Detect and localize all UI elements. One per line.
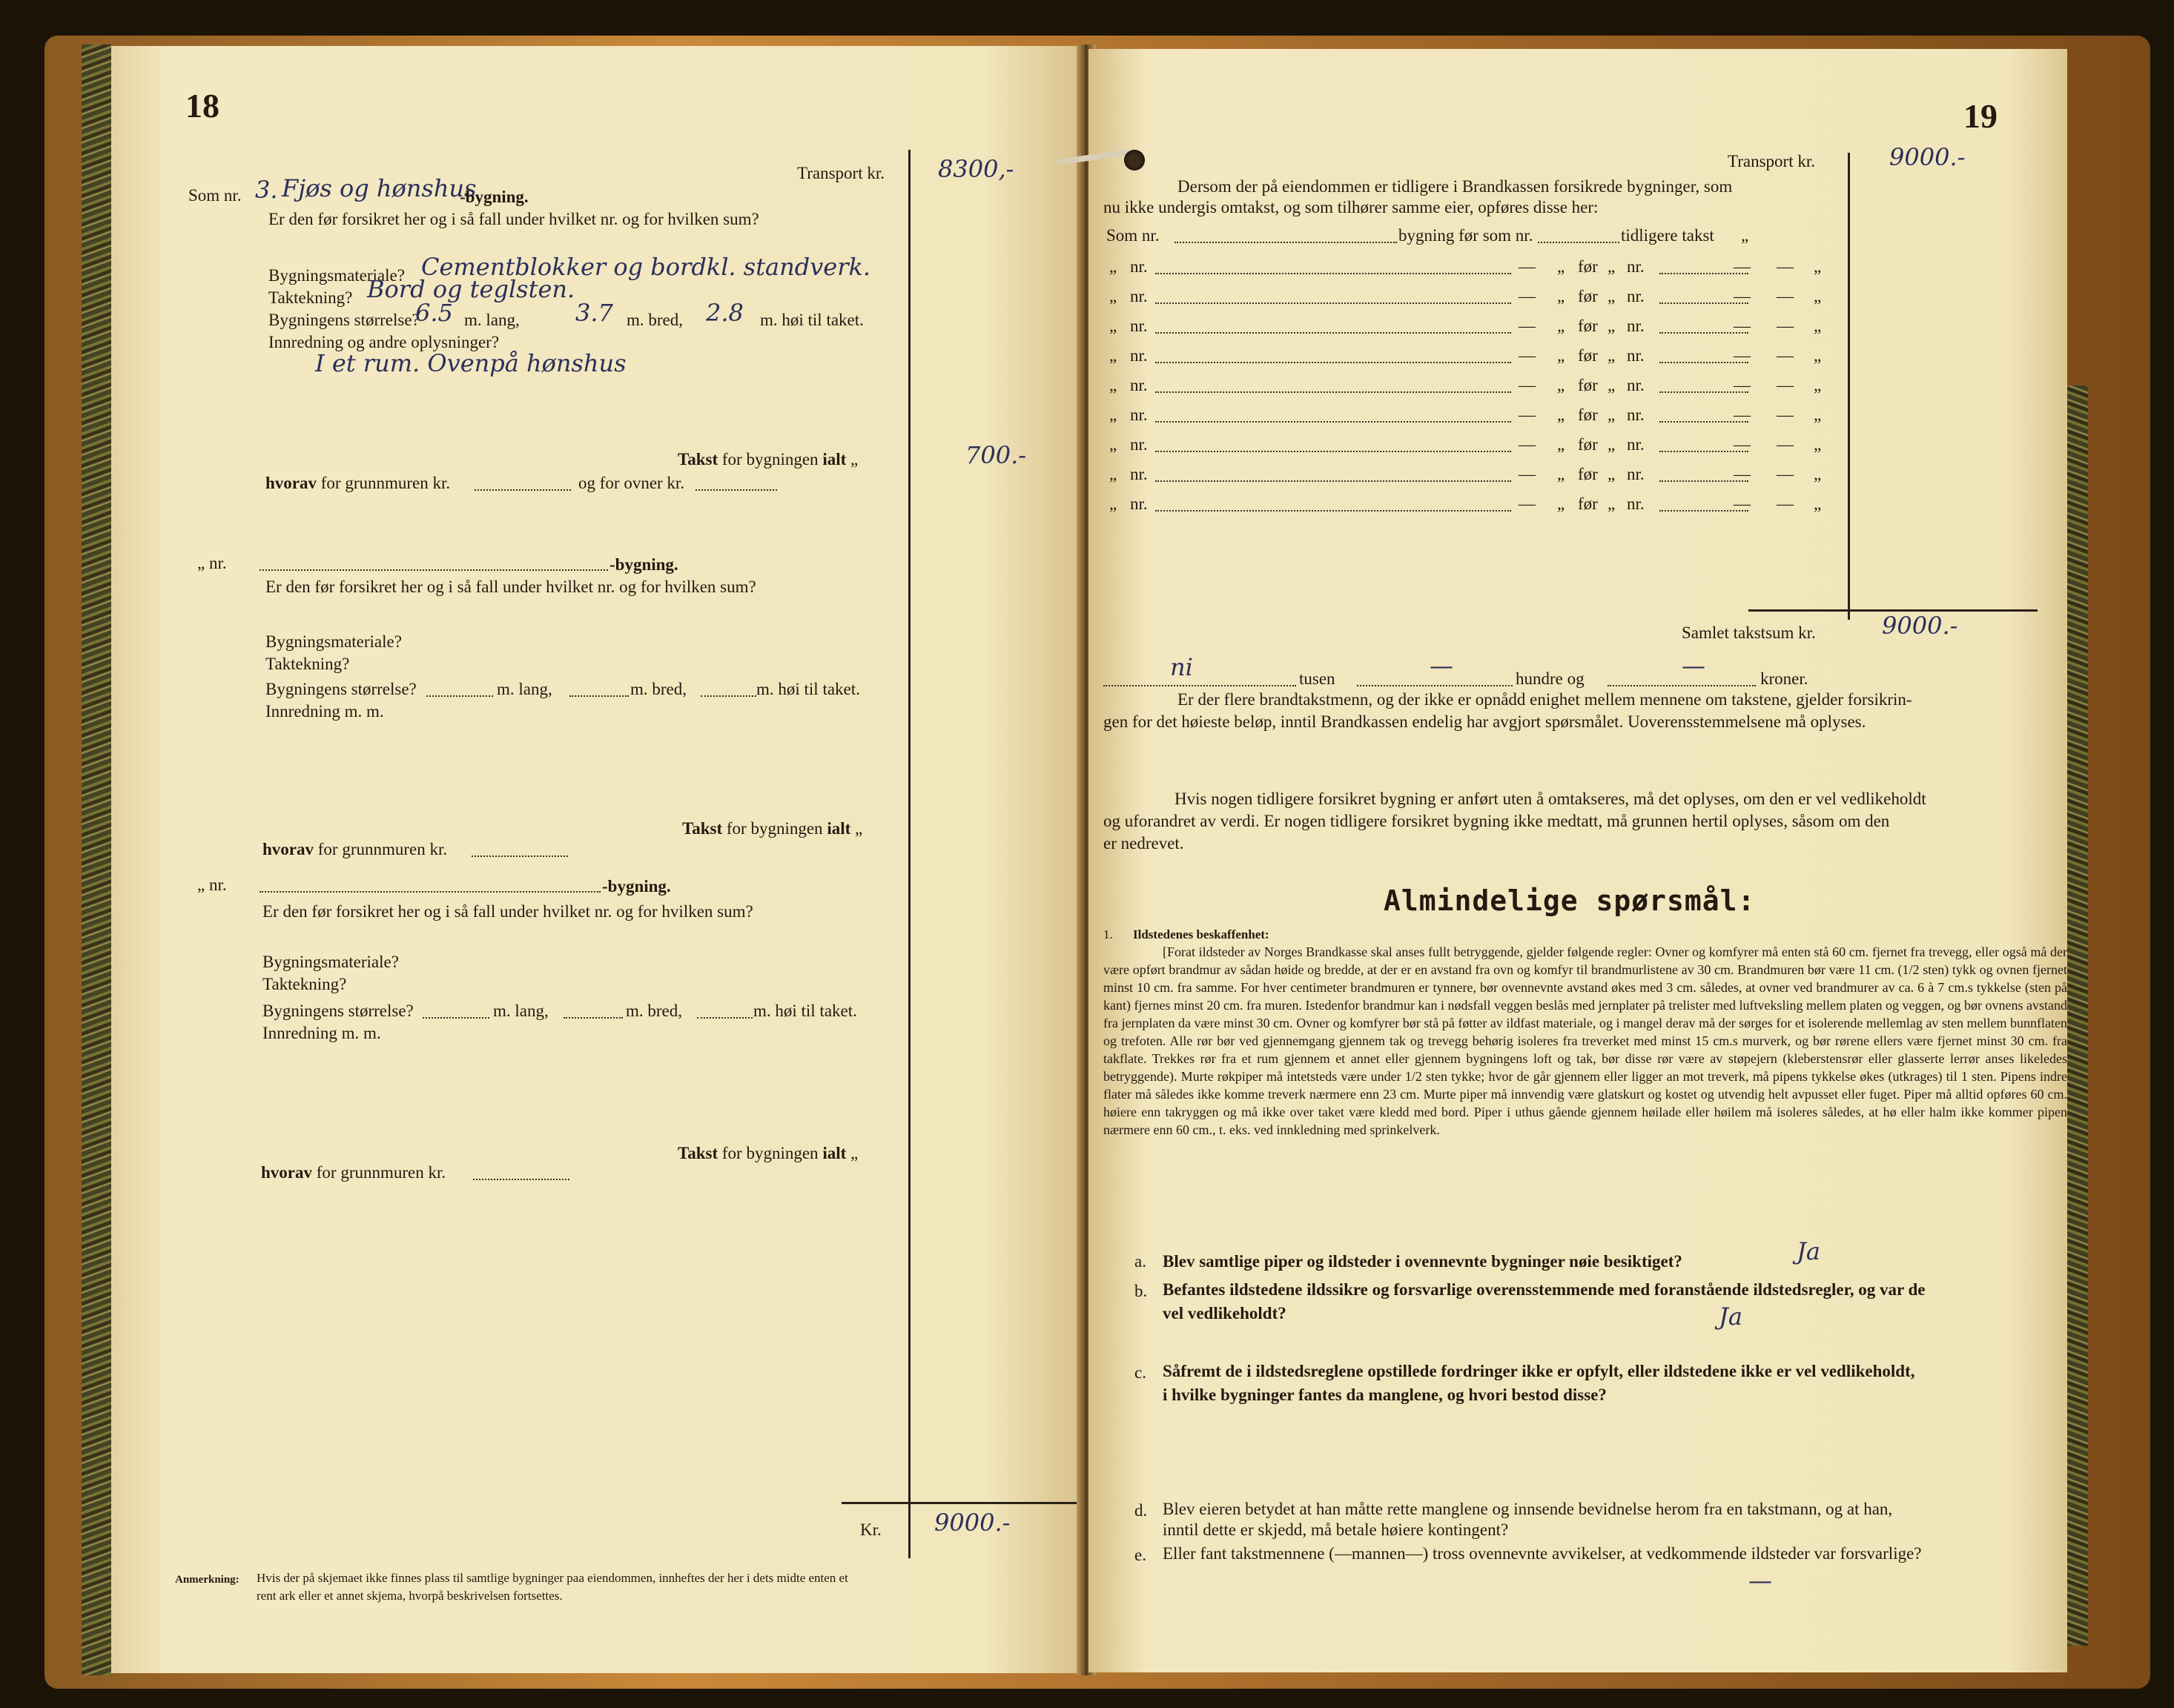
row-nr-label: nr. [1627, 376, 1645, 394]
row-nr-label: nr. [1627, 494, 1645, 513]
previous-nr-field [1538, 242, 1619, 243]
ialt-label: ialt [822, 450, 847, 469]
question-e-label: e. [1134, 1546, 1146, 1564]
row-ditto: „ [1814, 465, 1822, 483]
total-value: 9000.- [934, 1509, 1011, 1537]
grunnmur-label: for grunnmuren kr. [317, 840, 448, 858]
binding-hole [1124, 150, 1145, 171]
amount-column-rule [1848, 153, 1850, 620]
row-ditto: „ [1814, 346, 1822, 365]
grunnmur-field [475, 489, 571, 491]
question-b-line-1: Befantes ildstedene ildssikre og forsvarlige overensstemmende med foranstående ildstedsregler, og var de [1163, 1280, 1926, 1299]
row-ditto: „ [1109, 257, 1117, 276]
row-dash: — [1777, 406, 1794, 424]
row-ditto: „ [1608, 494, 1616, 513]
amount-column-rule [908, 150, 911, 1558]
takst-text: for bygningen [721, 450, 819, 469]
transport-value: 8300,- [938, 155, 1014, 183]
length-value: 6.5 [415, 299, 453, 327]
row-ditto: „ [1608, 376, 1616, 394]
length-unit: m. lang, [493, 1002, 549, 1020]
hvis-line-3: er nedrevet. [1103, 834, 1184, 853]
row-ditto: „ [1557, 435, 1565, 454]
row-dash: — [1734, 494, 1751, 513]
row-ditto: „ [1557, 376, 1565, 394]
ialt-label: ialt [822, 1144, 847, 1162]
row-ditto: „ [1557, 287, 1565, 305]
row-nr-label: nr. [1627, 465, 1645, 483]
ovner-label: og for ovner kr. [578, 474, 685, 492]
height-value: 2.8 [706, 299, 744, 327]
marbled-edge-left [82, 44, 111, 1675]
row-dash: — [1734, 317, 1751, 335]
width-field [564, 1017, 623, 1019]
total-label: Kr. [860, 1520, 882, 1539]
building-field [1174, 242, 1397, 243]
takst-text: for bygningen [721, 1144, 819, 1162]
row-nr-label: nr. [1130, 346, 1148, 365]
roof-label: Taktekning? [265, 655, 350, 673]
row-for-label: før [1578, 317, 1598, 335]
height-unit: m. høi til taket. [756, 680, 860, 698]
material-label: Bygningsmateriale? [265, 632, 402, 651]
intro-line-1: Dersom der på eiendommen er tidligere i Brandkassen forsikrede bygninger, som [1177, 177, 1733, 196]
row-ditto: „ [1608, 465, 1616, 483]
row-ditto: „ [1557, 346, 1565, 365]
material-label: Bygningsmateriale? [268, 266, 405, 285]
question-d-line-2: inntil dette er skjedd, må betale høiere kontingent? [1163, 1520, 1509, 1539]
question-c-label: c. [1134, 1363, 1146, 1382]
fireplace-regulations-text: [Forat ildsteder av Norges Brandkasse skal anses fullt betryggende, gjelder følgende regler: Ovner og komfyrer må enten stå 60 cm. fjernet fra trevegg, eller også må der være opført brandmur av sådan høide og bredde, at der er en avstand fra ovn og komfyr til brandmurlistene av 30 cm. Brandmuren bør være 11 cm. (1/2 sten) tykk og ovnen fjernet minst 10 cm. fra samme. For hver centimeter brandmuren er tynnere, bør ovennevnte avstand økes med 3 cm. således, at ovner ved brandmurer av ca. 6 à 7 cm.s tykkelse (sten på kant) fjernes minst 20 cm. fra muren. Istedenfor brandmur kan i nødsfall veggen beslås med jernplater på trelister med luftveksling mellem platen og veggen, og bør ovnens avstand fra jernplaten da være minst 30 cm. Ovner og komfyrer bør stå på føtter av ildfast materiale, og i mangel derav må der sørges for et isolerende mellemlag av sten mellem bunnflaten og trefoten. Alle rør bør ved gjennemgang gjennem tak og trevegg behørig isoleres fra treverket med minst 15 cm.s murverk, og bør rørene ellers være fjernet minst 30 cm. fra takflate. Trekkes rør fra et rum gjennem et annet eller gjennem bygningens loft og tak, bør disse rør være av støpejern (kleberstensrør eller glasserte lerrør anses likeledes betryggende). Murte røkpiper må intetsteds være under 1/2 sten tykke; hvor de går gjennem eller ligger an mot treverk, må pipens tykkelse økes (utkrages) til 1 sten. Pipens indre flater må således ikke komme treverk nærmere enn 23 cm. Murte piper må innvendig være glatskurt og kostet og utvendig helt avpusset eller fuget. Piper må alltid opføres 60 cm. høiere enn takryggen og må ikke over taket være kledd med bord. Piper i uthus gående gjennem høilade eller høilem må isoleres således, at hø eller halm ikke kommer pipen nærmere enn 60 cm., t. eks. ved innkledning med sprinkelverk. [1103, 944, 2067, 1137]
hvorav-label: hvorav [265, 474, 317, 492]
tusen-label: tusen [1299, 669, 1335, 688]
row-ditto: „ [1608, 317, 1616, 335]
row-ditto: „ [1557, 465, 1565, 483]
question-a-text: Blev samtlige piper og ildsteder i ovennevnte bygninger nøie besiktiget? [1163, 1252, 1682, 1271]
row-nr-label: nr. [1627, 406, 1645, 424]
ovner-field [696, 489, 777, 491]
roof-label: Taktekning? [268, 288, 353, 307]
row-nr-label: nr. [1130, 406, 1148, 424]
row-for-label: før [1578, 257, 1598, 276]
question-c-line-1: Såfremt de i ildstedsreglene opstillede fordringer ikke er opfylt, eller ildstedene ikke er vel vedlikeholdt, [1163, 1362, 1915, 1380]
row-dash: — [1519, 346, 1536, 365]
interior-label: Innredning og andre oplysninger? [268, 333, 500, 351]
total-rule [842, 1502, 1086, 1504]
row-ditto: „ [1814, 435, 1822, 454]
row-field [1659, 510, 1748, 512]
flere-line-2: gen for det høieste beløp, inntil Brandkassen endelig har avgjort spørsmålet. Uoverensstemmelsene må oplyses. [1103, 712, 1866, 731]
building-name-field [260, 569, 608, 571]
kroner-dash: — [1682, 652, 1705, 680]
question-e-text: Eller fant takstmennene (—mannen—) tross ovennevnte avvikelser, at vedkommende ildsteder var forsvarlige? [1163, 1544, 1922, 1563]
note-line-1: Hvis der på skjemaet ikke finnes plass til samtlige bygninger paa eiendommen, innheftes der her i dets midte enten et [257, 1571, 848, 1585]
question-b-label: b. [1134, 1282, 1148, 1300]
takst-label: Takst [682, 819, 723, 838]
bygning-for-label: bygning før som nr. [1398, 226, 1533, 245]
row-ditto: „ [1109, 494, 1117, 513]
takst-label: Takst [678, 450, 718, 469]
som-nr-label: Som nr. [1106, 226, 1160, 245]
row-dash: — [1734, 287, 1751, 305]
bygning-label: -bygning. [609, 555, 678, 574]
row-dash: — [1777, 346, 1794, 365]
transport-label: Transport kr. [797, 164, 885, 182]
row-field [1659, 302, 1748, 304]
hvis-line-1: Hvis nogen tidligere forsikret bygning er anført uten å omtakseres, må det oplyses, om den er vel vedlikeholdt [1174, 790, 1926, 808]
row-dash: — [1519, 287, 1536, 305]
row-nr-label: nr. [1627, 317, 1645, 335]
row-for-label: før [1578, 376, 1598, 394]
interior-value: I et rum. Ovenpå hønshus [315, 349, 627, 377]
row-nr-label: nr. [1130, 494, 1148, 513]
interior-label: Innredning m. m. [262, 1024, 381, 1042]
row-ditto: „ [1109, 406, 1117, 424]
row-field [1659, 421, 1748, 423]
row-nr-label: nr. [1627, 257, 1645, 276]
hundre-label: hundre og [1516, 669, 1585, 688]
bygning-label: -bygning. [460, 188, 529, 206]
question-1-number: 1. [1103, 927, 1113, 941]
size-label: Bygningens størrelse? [268, 311, 420, 329]
row-field [1155, 362, 1511, 363]
row-dash: — [1734, 257, 1751, 276]
row-dash: — [1734, 346, 1751, 365]
row-field [1659, 332, 1748, 334]
takst-label: Takst [678, 1144, 718, 1162]
row-for-label: før [1578, 406, 1598, 424]
right-page: 19 Transport kr. 9000.- Dersom der på eiendommen er tidligere i Brandkassen forsikrede bygninger, som nu ikke undergis omtakst, og som tilhører samme eier, opføres disse her: Som nr. bygning før som nr. tidligere takst „ „ nr. — „ før „ nr. — — „ „ nr. — „ før „ nr. — — „ „ nr. — „ før „ nr. — — „ „ nr. — „ før „ nr. — — „ „ nr. — „ før „ nr. — — „ „ nr. — „ før „ nr. — — „ „ nr. — „ før „ nr. — — „ „ nr. — „ før „ nr. — — „ „ nr. — „ før „ nr. — — „ Samlet takstsum kr. 9000.- ni tusen — hundre og — kroner. Er der flere brandtakstmenn, og der ikke er opnådd enighet mellem mennene om takstene, gjelder forsikrin- gen for det høieste beløp, inntil Brandkassen endelig har avgjort spørsmålet. Uoverensstemmelsene må oplyses. Hvis nogen tidligere forsikret bygning er anført uten å omtakseres, må det oplyses, om den er vel vedlikeholdt og uforandret av verdi. Er nogen tidligere forsikret bygning ikke medtatt, må grunnen hertil oplyses, såsom om den er nedrevet. Almindelige spørsmål: 1. Ildstedenes beskaffenhet: [Forat ildsteder av Norges Brandkasse skal anses fullt betryggende, gjelder følgende regler: Ovner og komfyrer må enten stå 60 cm. fjernet fra trevegg, eller også må der være opført brandmur av sådan høide og bredde, at der er en avstand fra ovn og komfyr til brandmurlistene av 30 cm. Brandmuren bør være 11 cm. (1/2 sten) tykk og ovnen fjernet minst 10 cm. fra samme. For hver centimeter brandmuren er tynnere, bør ovennevnte avstand økes med 3 cm. således, at ovner ved brandmurer av ca. 6 à 7 cm.s tykkelse (sten på kant) fjernes minst 20 cm. fra muren. Istedenfor brandmur kan i nødsfall veggen beslås med jernplater på trelister med luftveksling mellem platen og veggen, og bør ovnens avstand fra jernplaten da være minst 30 cm. Ovner og komfyrer bør stå på føtter av ildfast materiale, og i mangel derav må der sørges for et isolerende mellemlag av sten mellem bunnflaten og trefoten. Alle rør bør ved gjennemgang gjennem tak og trevegg behørig isoleres fra treverket med minst 15 cm.s murverk, og bør rørene ellers være fjernet minst 30 cm. fra takflate. Trekkes rør fra et rum gjennem et annet eller gjennem bygningens loft og tak, bør disse rør være av støpejern (kleberstensrør eller glasserte lerrør anses likeledes betryggende). Murte røkpiper må intetsteds være under 1/2 sten tykke; hvor de går gjennem eller ligger an mot treverk, må pipens tykkelse økes (utkrages) til 1 sten. Pipens indre flater må således ikke komme treverk nærmere enn 23 cm. Murte piper må innvendig være glatskurt og kostet og utvendig helt avpusset eller fuget. Piper må alltid opføres 60 cm. høiere enn takryggen og må ikke over taket være kledd med bord. Piper i uthus gående gjennem høilade eller høilem må isoleres således, at hø eller halm ikke kommer pipen nærmere enn 60 cm., t. eks. ved innkledning med sprinkelverk. a. Blev samtlige piper og ildsteder i ovennevnte bygninger nøie besiktiget? Ja b. Befantes ildstedene ildssikre og forsvarlige overensstemmende med foranstående ildstedsregler, og var de vel vedlikeholdt? Ja c. Såfremt de i ildstedsreglene opstillede fordringer ikke er opfylt, eller ildstedene ikke er vel vedlikeholdt, i hvilke bygninger fantes da manglene, og hvori bestod disse? d. Blev eieren betydet at han måtte rette manglene og innsende bevidnelse herom fra en takstmann, og at han, inntil dette er skjedd, må betale høiere kontingent? e. Eller fant takstmennene (—mannen—) tross ovennevnte avvikelser, at vedkommende ildsteder var forsvarlige? — [1088, 49, 2067, 1672]
left-page: 18 Transport kr. 8300,- Som nr. 3. Fjøs og hønshus -bygning. Er den før forsikret her og i så fall under hvilket nr. og for hvilken sum? Bygningsmateriale? Cementblokker og bordkl. standverk. Taktekning? Bord og teglsten. Bygningens størrelse? 6.5 m. lang, 3.7 m. bred, 2.8 m. høi til taket. Innredning og andre oplysninger? I et rum. Ovenpå hønshus Takst for bygningen ialt „ 700.- hvorav for grunnmuren kr. og for ovner kr. „ nr. -bygning. Er den før forsikret her og i så fall under hvilket nr. og for hvilken sum? Bygningsmateriale? Taktekning? Bygningens størrelse? m. lang, m. bred, m. høi til taket. Innredning m. m. Takst for bygningen ialt „ hvorav for grunnmuren kr. „ nr. -bygning. Er den før forsikret her og i så fall under hvilket nr. og for hvilken sum? Bygningsmateriale? Taktekning? Bygningens størrelse? m. lang, m. bred, m. høi til taket. Innredning m. m. Takst for bygningen ialt „ hvorav for grunnmuren kr. Kr. 9000.- Anmerkning: Hvis der på skjemaet ikke finnes plass til samtlige bygninger paa eiendommen, innheftes der her i dets midte enten et rent ark eller et annet skjema, hvorpå beskrivelsen fortsettes. [111, 46, 1083, 1673]
row-ditto: „ [1557, 317, 1565, 335]
page-number: 19 [1963, 97, 1998, 135]
row-dash: — [1519, 257, 1536, 276]
row-field [1155, 391, 1511, 393]
row-dash: — [1519, 406, 1536, 424]
question-e-answer-dash: — [1748, 1566, 1772, 1595]
row-for-label: før [1578, 494, 1598, 513]
row-dash: — [1734, 406, 1751, 424]
row-field [1155, 273, 1511, 274]
size-label: Bygningens størrelse? [265, 680, 417, 698]
row-dash: — [1777, 465, 1794, 483]
samlet-label: Samlet takstsum kr. [1682, 623, 1816, 642]
row-dash: — [1777, 494, 1794, 513]
row-dash: — [1777, 287, 1794, 305]
row-dash: — [1734, 465, 1751, 483]
row-field [1155, 451, 1511, 452]
length-unit: m. lang, [497, 680, 552, 698]
row-nr-label: nr. [1130, 257, 1148, 276]
roof-label: Taktekning? [262, 975, 347, 993]
material-value: Cementblokker og bordkl. standverk. [421, 253, 871, 281]
row-dash: — [1734, 376, 1751, 394]
height-unit: m. høi til taket. [760, 311, 864, 329]
row-dash: — [1734, 435, 1751, 454]
question-c-line-2: i hvilke bygninger fantes da manglene, og hvori bestod disse? [1163, 1386, 1607, 1404]
grunnmur-label: for grunnmuren kr. [320, 474, 451, 492]
page-number: 18 [185, 87, 219, 125]
som-nr-label: Som nr. [188, 186, 242, 205]
row-ditto: „ [1109, 465, 1117, 483]
takst-text: for bygningen [726, 819, 823, 838]
row-ditto: „ [1109, 317, 1117, 335]
amount-in-words: ni [1170, 653, 1193, 681]
row-ditto: „ [1814, 257, 1822, 276]
building-name: Fjøs og hønshus [282, 174, 477, 202]
row-nr-label: nr. [1627, 346, 1645, 365]
row-field [1155, 302, 1511, 304]
height-field [697, 1017, 753, 1019]
takst-value: 700.- [965, 441, 1027, 469]
row-field [1155, 510, 1511, 512]
row-field [1155, 480, 1511, 482]
row-field [1659, 391, 1748, 393]
width-value: 3.7 [575, 299, 613, 327]
note-line-2: rent ark eller et annet skjema, hvorpå beskrivelsen fortsettes. [257, 1589, 563, 1603]
prior-insurance-question: Er den før forsikret her og i så fall under hvilket nr. og for hvilken sum? [265, 577, 756, 596]
hvorav-label: hvorav [261, 1163, 312, 1182]
row-ditto: „ [1109, 346, 1117, 365]
row-ditto: „ [1109, 376, 1117, 394]
note-label: Anmerkning: [175, 1574, 239, 1586]
row-field [1659, 480, 1748, 482]
question-b-line-2: vel vedlikeholdt? [1163, 1304, 1286, 1323]
building-number: 3. [255, 176, 278, 204]
nr-label: „ nr. [197, 554, 227, 572]
question-a-answer: Ja [1797, 1237, 1820, 1265]
row-dash: — [1519, 317, 1536, 335]
row-field [1155, 421, 1511, 423]
width-field [569, 695, 629, 697]
row-nr-label: nr. [1627, 435, 1645, 454]
material-label: Bygningsmateriale? [262, 953, 399, 971]
width-unit: m. bred, [627, 311, 684, 329]
hvorav-label: hvorav [262, 840, 314, 858]
width-unit: m. bred, [626, 1002, 683, 1020]
row-field [1659, 451, 1748, 452]
row-dash: — [1519, 465, 1536, 483]
row-for-label: før [1578, 287, 1598, 305]
hundreds-dash: — [1430, 652, 1453, 680]
grunnmur-field [473, 1179, 569, 1180]
row-nr-label: nr. [1130, 435, 1148, 454]
row-for-label: før [1578, 465, 1598, 483]
kroner-label: kroner. [1760, 669, 1808, 688]
section-heading: Almindelige spørsmål: [1384, 884, 1756, 917]
height-unit: m. høi til taket. [753, 1002, 857, 1020]
row-ditto: „ [1814, 494, 1822, 513]
row-ditto: „ [1109, 435, 1117, 454]
row-field [1155, 332, 1511, 334]
hvis-line-2: og uforandret av verdi. Er nogen tidligere forsikret bygning ikke medtatt, må grunnen hertil oplyses, såsom om den [1103, 812, 1890, 830]
row-ditto: „ [1814, 376, 1822, 394]
row-ditto: „ [1557, 257, 1565, 276]
width-unit: m. bred, [630, 680, 687, 698]
row-ditto: „ [1557, 494, 1565, 513]
row-ditto: „ [1608, 287, 1616, 305]
row-field [1659, 273, 1748, 274]
tidligere-takst-label: tidligere takst [1621, 226, 1714, 245]
row-ditto: „ [1608, 346, 1616, 365]
nr-label: „ nr. [197, 875, 227, 894]
row-ditto: „ [1814, 406, 1822, 424]
row-ditto: „ [1109, 287, 1117, 305]
kroner-field [1608, 685, 1756, 686]
grunnmur-field [472, 855, 568, 857]
transport-label: Transport kr. [1728, 152, 1815, 171]
row-field [1659, 362, 1748, 363]
row-ditto: „ [1557, 406, 1565, 424]
length-unit: m. lang, [464, 311, 520, 329]
question-b-answer: Ja [1719, 1302, 1742, 1331]
question-1-title: Ildstedenes beskaffenhet: [1133, 927, 1269, 941]
row-nr-label: nr. [1130, 376, 1148, 394]
thousands-field [1103, 685, 1296, 686]
length-field [423, 1017, 489, 1019]
roof-value: Bord og teglsten. [367, 275, 575, 303]
row-ditto: „ [1608, 406, 1616, 424]
prior-insurance-question: Er den før forsikret her og i så fall under hvilket nr. og for hvilken sum? [262, 902, 753, 921]
row-dash: — [1777, 435, 1794, 454]
row-dash: — [1519, 376, 1536, 394]
row-dash: — [1777, 317, 1794, 335]
row-nr-label: nr. [1130, 287, 1148, 305]
row-dash: — [1777, 376, 1794, 394]
samlet-value: 9000.- [1882, 612, 1958, 640]
grunnmur-label: for grunnmuren kr. [316, 1163, 446, 1182]
question-d-line-1: Blev eieren betydet at han måtte rette manglene og innsende bevidnelse herom fra en takstmann, og at han, [1163, 1500, 1893, 1518]
size-label: Bygningens størrelse? [262, 1002, 414, 1020]
length-field [426, 695, 493, 697]
hundreds-field [1357, 685, 1513, 686]
row-for-label: før [1578, 346, 1598, 365]
row-dash: — [1519, 435, 1536, 454]
ialt-label: ialt [827, 819, 851, 838]
row-nr-label: nr. [1130, 465, 1148, 483]
row-nr-label: nr. [1627, 287, 1645, 305]
row-ditto: „ [1814, 287, 1822, 305]
height-field [701, 695, 756, 697]
row-for-label: før [1578, 435, 1598, 454]
row-dash: — [1777, 257, 1794, 276]
question-d-label: d. [1134, 1501, 1148, 1520]
row-dash: — [1519, 494, 1536, 513]
prior-insurance-question: Er den før forsikret her og i så fall under hvilket nr. og for hvilken sum? [268, 210, 759, 228]
transport-value: 9000.- [1889, 143, 1966, 171]
bygning-label: -bygning. [602, 877, 671, 896]
building-name-field [260, 891, 601, 893]
question-a-label: a. [1134, 1252, 1146, 1271]
interior-label: Innredning m. m. [265, 702, 384, 721]
row-ditto: „ [1608, 257, 1616, 276]
row-ditto: „ [1608, 435, 1616, 454]
flere-line-1: Er der flere brandtakstmenn, og der ikke er opnådd enighet mellem mennene om takstene, gjelder forsikrin- [1177, 690, 1912, 709]
intro-line-2: nu ikke undergis omtakst, og som tilhører samme eier, opføres disse her: [1103, 198, 1599, 216]
row-nr-label: nr. [1130, 317, 1148, 335]
row-ditto: „ [1814, 317, 1822, 335]
